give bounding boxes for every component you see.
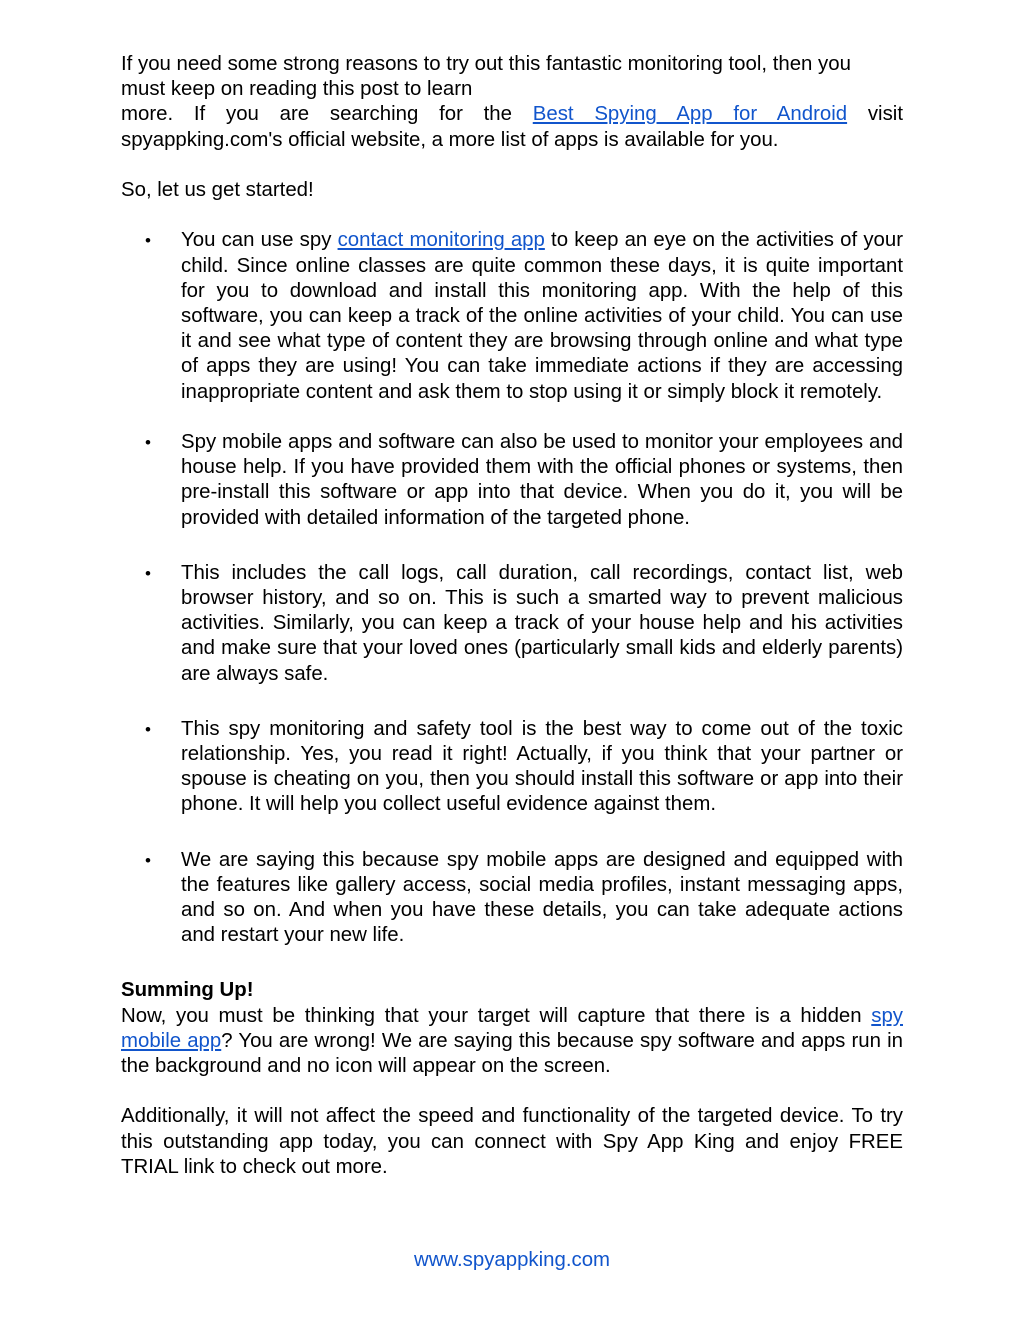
intro-line-4: spyappking.com's official website, a more list of apps is available for you. (121, 128, 779, 151)
intro-line-3 (121, 102, 903, 127)
bullet-icon: • (145, 563, 151, 583)
lets-start-text: So, let us get started! (121, 179, 314, 201)
list-item (121, 848, 903, 949)
list-item-text: Spy mobile apps and software can also be used to monitor your employees and house help. If you have provided them with the official phones or systems, then pre-install this software or app into that device. When you do it, you will be provided with detailed information of the targeted phone. (181, 431, 903, 529)
list-item-text: We are saying this because spy mobile apps are designed and equipped with the features like gallery access, social media profiles, instant messaging apps, and so on. And when you have these details, you can take adequate actions and restart your new life. (181, 848, 903, 947)
closing-paragraph: Additionally, it will not affect the speed and functionality of the targeted device. To try this outstanding app today, you can connect with Spy App King and enjoy FREE TRIAL link to check out more. (121, 1105, 903, 1178)
footer-website-link[interactable]: www.spyappking.com (413, 1249, 611, 1271)
list-item (121, 430, 903, 531)
list-item (121, 228, 903, 404)
intro-line-3-text: more. If you are searching for the (121, 103, 533, 126)
bullet-icon: • (145, 433, 151, 452)
list-item (121, 561, 903, 687)
summing-up-heading: Summing Up! (121, 979, 254, 1002)
bullet-icon: • (145, 850, 151, 870)
intro-line-1: If you need some strong reasons to try out this fantastic monitoring tool, then you (121, 53, 851, 75)
list-item-text: This includes the call logs, call duration, call recordings, contact list, web browser history, and so on. This is such a smarted way to prevent malicious activities. Similarly, you can keep a track of your house help and his activities and make sure that your loved ones (particularly small kids and elderly parents) are always safe. (181, 561, 903, 685)
list-item-text: This spy monitoring and safety tool is the best way to come out of the toxic relationship. Yes, you read it right! Actually, if you think that your partner or spouse is cheating on you, then you should install this software or app into their phone. It will help you collect useful evidence against them. (181, 717, 903, 816)
feature-list (121, 228, 903, 948)
summing-up-text: ? You are wrong! We are saying this because spy software and apps run in the background and no icon will appear on the screen. (121, 1029, 903, 1078)
summing-up-paragraph (121, 1004, 903, 1080)
intro-line-3-tail: visit (847, 103, 903, 126)
spy-mobile-app-link[interactable]: spy mobile app (121, 1004, 903, 1052)
best-spying-app-link[interactable]: Best Spying App for Android (532, 103, 848, 126)
bullet-icon: • (145, 231, 151, 251)
contact-monitoring-app-link[interactable]: contact monitoring app (337, 229, 545, 252)
bullet-icon: • (145, 719, 151, 739)
list-item-text: to keep an eye on the activities of your child. Since online classes are quite common these days, it is quite important for you to download and install this monitoring app. With the help of this software, you can keep a track of the online activities of your child. You can use it and see what type of content they are browsing through online and what type of apps they are using! You can take immediate actions if they are accessing inappropriate content and ask them to stop using it or simply block it remotely. (181, 229, 904, 403)
list-item (121, 717, 903, 818)
document-body (121, 52, 903, 1180)
intro-line-2: must keep on reading this post to learn (121, 78, 473, 101)
summing-up-text: Now, you must be thinking that your target will capture that there is a hidden (121, 1004, 872, 1027)
list-item-text: You can use spy (181, 229, 338, 252)
